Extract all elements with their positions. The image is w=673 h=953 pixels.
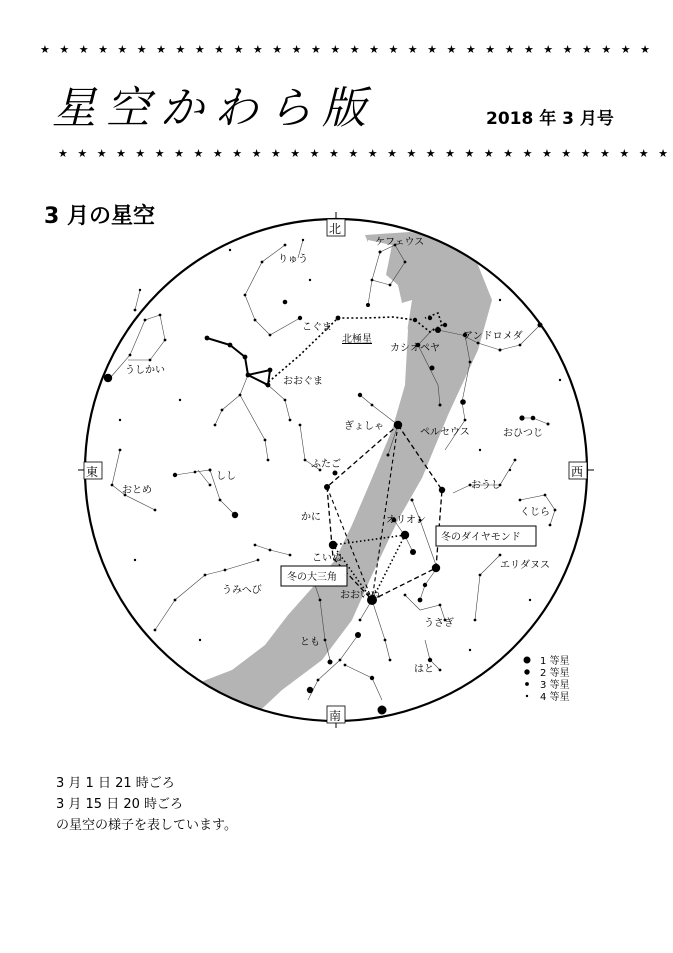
label-puppis: とも <box>300 637 320 648</box>
label-canis-major: おおいぬ <box>340 590 380 601</box>
label-cepheus: ケフェウス <box>375 237 425 248</box>
label-lepus: うさぎ <box>424 618 454 629</box>
issue-date: 2018 年 3 月号 <box>486 109 614 129</box>
milky-way <box>180 232 492 735</box>
label-leo: しし <box>216 471 236 482</box>
label-eridanus: エリダヌス <box>500 560 550 571</box>
label-gemini: ふたご <box>311 459 341 470</box>
label-ursa-minor: こぐま <box>302 322 332 333</box>
direction-south: 南 <box>329 709 342 723</box>
star-border-top: ★ ★ ★ ★ ★ ★ ★ ★ ★ ★ ★ ★ ★ ★ ★ ★ ★ ★ ★ ★ ★ ★ ★ ★ ★ ★ ★ ★ ★ ★ ★ ★ <box>40 43 653 56</box>
direction-ticks <box>78 212 594 728</box>
label-auriga: ぎょしゃ <box>344 421 384 432</box>
legend-mag1: 1 等星 <box>540 656 570 667</box>
label-winter-triangle: 冬の大三角 <box>287 572 337 583</box>
label-draco: りゅう <box>278 254 308 265</box>
direction-east: 東 <box>86 465 99 479</box>
label-columba: はと <box>414 664 434 675</box>
label-andromeda: アンドロメダ <box>463 331 523 342</box>
section-title: 3 月の星空 <box>44 204 155 229</box>
horizon-circle <box>85 219 587 721</box>
label-perseus: ペルセウス <box>420 427 470 438</box>
label-cancer: かに <box>301 512 321 523</box>
label-bootes: うしかい <box>125 365 165 376</box>
legend-mag3: 3 等星 <box>540 680 570 691</box>
direction-north: 北 <box>329 222 342 236</box>
label-virgo: おとめ <box>122 485 152 496</box>
label-aries: おひつじ <box>503 428 543 439</box>
caption-note: の星空の様子を表しています。 <box>56 818 237 833</box>
big-dipper <box>207 338 270 385</box>
label-taurus: おうし <box>471 480 501 491</box>
label-ursa-major: おおぐま <box>283 376 323 387</box>
label-cassiopeia: カシオペヤ <box>390 343 440 354</box>
direction-west: 西 <box>571 465 584 479</box>
caption-date-1: 3 月 1 日 21 時ごろ <box>56 776 175 791</box>
newsletter-masthead: 星空かわら版 <box>52 83 376 134</box>
label-orion: オリオン <box>386 515 426 526</box>
star-border-bottom: ★ ★ ★ ★ ★ ★ ★ ★ ★ ★ ★ ★ ★ ★ ★ ★ ★ ★ ★ ★ ★ ★ ★ ★ ★ ★ ★ ★ ★ ★ ★ ★ <box>58 147 671 160</box>
label-hydra: うみへび <box>222 585 262 596</box>
label-polaris: 北極星 <box>342 334 372 345</box>
label-cetus: くじら <box>520 507 550 518</box>
magnitude-legend <box>524 654 570 703</box>
label-winter-diamond: 冬のダイヤモンド <box>441 532 521 543</box>
legend-mag4: 4 等星 <box>540 692 570 703</box>
caption-date-2: 3 月 15 日 20 時ごろ <box>56 797 184 812</box>
label-canis-minor: こいぬ <box>312 553 342 564</box>
legend-mag2: 2 等星 <box>540 668 570 679</box>
